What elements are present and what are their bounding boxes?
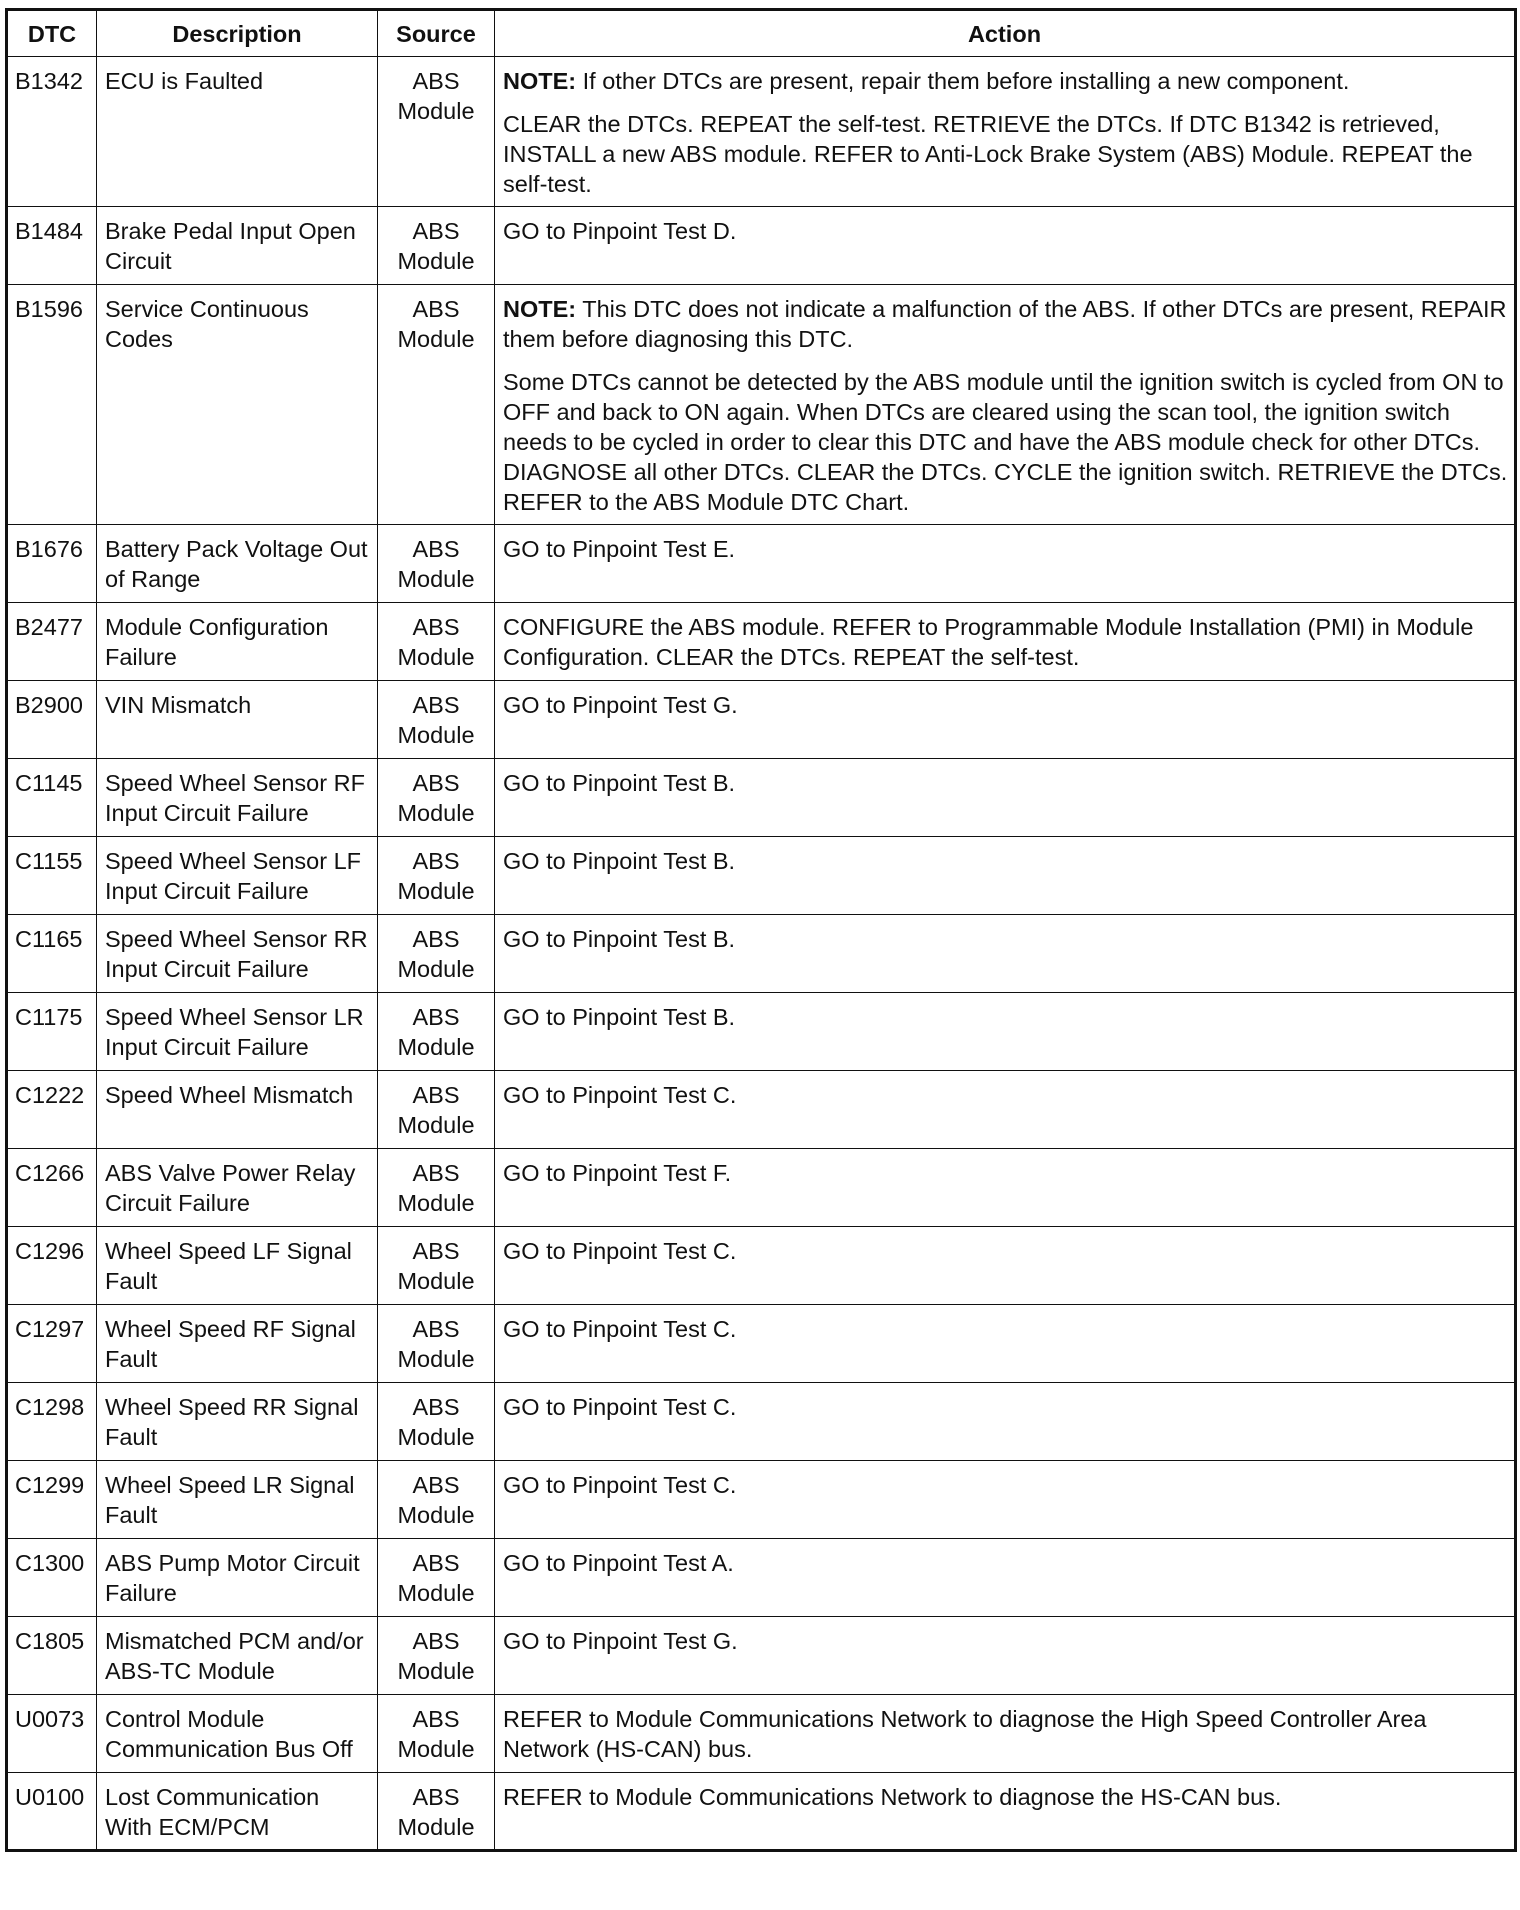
action-cell bbox=[495, 993, 1516, 1071]
column-header-description: Description bbox=[97, 10, 378, 57]
action-paragraph bbox=[503, 1548, 1508, 1578]
table-row bbox=[7, 603, 1516, 681]
dtc-code-cell: C1155 bbox=[7, 837, 97, 915]
action-cell bbox=[495, 603, 1516, 681]
action-paragraph bbox=[503, 1158, 1508, 1188]
action-cell bbox=[495, 1305, 1516, 1383]
action-text: REFER to Module Communications Network to diagnose the High Speed Controller Area Network (HS-CAN) bus. bbox=[503, 1706, 1427, 1762]
action-paragraph bbox=[503, 1314, 1508, 1344]
source-cell: ABS Module bbox=[378, 1071, 495, 1149]
source-cell: ABS Module bbox=[378, 1539, 495, 1617]
description-cell: Wheel Speed RF Signal Fault bbox=[97, 1305, 378, 1383]
action-paragraph bbox=[503, 216, 1508, 246]
action-text: CLEAR the DTCs. REPEAT the self-test. RETRIEVE the DTCs. If DTC B1342 is retrieved, INSTALL a new ABS module. REFER to Anti-Lock Brake System (ABS) Module. REPEAT the self-test. bbox=[503, 111, 1473, 197]
table-row bbox=[7, 1149, 1516, 1227]
source-cell: ABS Module bbox=[378, 837, 495, 915]
column-header-action: Action bbox=[495, 10, 1516, 57]
action-paragraph bbox=[503, 612, 1508, 672]
table-row bbox=[7, 207, 1516, 285]
action-text: REFER to Module Communications Network to diagnose the HS-CAN bus. bbox=[503, 1784, 1282, 1810]
action-cell bbox=[495, 759, 1516, 837]
note-label: NOTE: bbox=[503, 68, 577, 94]
source-cell: ABS Module bbox=[378, 1461, 495, 1539]
table-row bbox=[7, 285, 1516, 525]
action-text: If other DTCs are present, repair them before installing a new component. bbox=[576, 68, 1350, 94]
action-text: GO to Pinpoint Test F. bbox=[503, 1160, 732, 1186]
source-cell: ABS Module bbox=[378, 1773, 495, 1851]
action-text: Some DTCs cannot be detected by the ABS module until the ignition switch is cycled from ON to OFF and back to ON again. When DTCs are cleared using the scan tool, the ignition switch needs to be cycled in order to clear this DTC and have the ABS module check for other DTCs. bbox=[503, 369, 1504, 455]
action-paragraph bbox=[503, 1470, 1508, 1500]
dtc-code-cell: C1222 bbox=[7, 1071, 97, 1149]
action-cell bbox=[495, 1617, 1516, 1695]
action-cell bbox=[495, 837, 1516, 915]
source-cell: ABS Module bbox=[378, 285, 495, 525]
note-label: NOTE: bbox=[503, 296, 577, 322]
table-row bbox=[7, 1695, 1516, 1773]
column-header-dtc: DTC bbox=[7, 10, 97, 57]
action-text: GO to Pinpoint Test C. bbox=[503, 1316, 737, 1342]
table-row bbox=[7, 837, 1516, 915]
description-cell: Speed Wheel Mismatch bbox=[97, 1071, 378, 1149]
description-cell: Service Continuous Codes bbox=[97, 285, 378, 525]
action-text: GO to Pinpoint Test G. bbox=[503, 1628, 738, 1654]
table-body bbox=[7, 57, 1516, 1851]
description-cell: Control Module Communication Bus Off bbox=[97, 1695, 378, 1773]
description-cell: Speed Wheel Sensor LR Input Circuit Failure bbox=[97, 993, 378, 1071]
source-cell: ABS Module bbox=[378, 1617, 495, 1695]
action-paragraph bbox=[503, 1626, 1508, 1656]
source-cell: ABS Module bbox=[378, 915, 495, 993]
action-cell bbox=[495, 1773, 1516, 1851]
table-row bbox=[7, 1617, 1516, 1695]
description-cell: ABS Pump Motor Circuit Failure bbox=[97, 1539, 378, 1617]
action-text: GO to Pinpoint Test B. bbox=[503, 848, 736, 874]
source-cell: ABS Module bbox=[378, 207, 495, 285]
action-paragraph bbox=[503, 367, 1508, 457]
description-cell: Mismatched PCM and/or ABS-TC Module bbox=[97, 1617, 378, 1695]
action-paragraph bbox=[503, 1392, 1508, 1422]
table-row bbox=[7, 993, 1516, 1071]
dtc-chart-table bbox=[5, 8, 1517, 1852]
action-cell bbox=[495, 1461, 1516, 1539]
description-cell: Module Configuration Failure bbox=[97, 603, 378, 681]
dtc-code-cell: U0100 bbox=[7, 1773, 97, 1851]
source-cell: ABS Module bbox=[378, 57, 495, 207]
source-cell: ABS Module bbox=[378, 525, 495, 603]
action-paragraph bbox=[503, 1704, 1508, 1764]
action-paragraph bbox=[503, 1236, 1508, 1266]
table-row bbox=[7, 525, 1516, 603]
dtc-code-cell: C1175 bbox=[7, 993, 97, 1071]
action-text: CONFIGURE the ABS module. REFER to Programmable Module Installation (PMI) in Module Configuration. CLEAR the DTCs. REPEAT the self-test. bbox=[503, 614, 1474, 670]
source-cell: ABS Module bbox=[378, 1383, 495, 1461]
table-row bbox=[7, 1773, 1516, 1851]
description-cell: Lost Communication With ECM/PCM bbox=[97, 1773, 378, 1851]
action-paragraph bbox=[503, 294, 1508, 354]
column-header-source: Source bbox=[378, 10, 495, 57]
action-paragraph bbox=[503, 457, 1508, 517]
table-row bbox=[7, 1071, 1516, 1149]
action-text: DIAGNOSE all other DTCs. CLEAR the DTCs. CYCLE the ignition switch. RETRIEVE the DTCs. REFER to the ABS Module DTC Chart. bbox=[503, 459, 1508, 515]
dtc-code-cell: B2900 bbox=[7, 681, 97, 759]
action-cell bbox=[495, 285, 1516, 525]
action-cell bbox=[495, 681, 1516, 759]
dtc-code-cell: C1300 bbox=[7, 1539, 97, 1617]
action-text: GO to Pinpoint Test C. bbox=[503, 1394, 737, 1420]
description-cell: Wheel Speed LF Signal Fault bbox=[97, 1227, 378, 1305]
dtc-code-cell: B1484 bbox=[7, 207, 97, 285]
action-text: GO to Pinpoint Test B. bbox=[503, 1004, 736, 1030]
dtc-code-cell: C1297 bbox=[7, 1305, 97, 1383]
source-cell: ABS Module bbox=[378, 759, 495, 837]
action-paragraph bbox=[503, 924, 1508, 954]
dtc-code-cell: B1596 bbox=[7, 285, 97, 525]
dtc-code-cell: B1342 bbox=[7, 57, 97, 207]
action-cell bbox=[495, 1539, 1516, 1617]
table-row bbox=[7, 57, 1516, 207]
dtc-code-cell: C1165 bbox=[7, 915, 97, 993]
source-cell: ABS Module bbox=[378, 603, 495, 681]
action-cell bbox=[495, 207, 1516, 285]
table-row bbox=[7, 1539, 1516, 1617]
action-text: GO to Pinpoint Test A. bbox=[503, 1550, 734, 1576]
action-text: GO to Pinpoint Test B. bbox=[503, 770, 736, 796]
source-cell: ABS Module bbox=[378, 1305, 495, 1383]
description-cell: VIN Mismatch bbox=[97, 681, 378, 759]
dtc-code-cell: C1145 bbox=[7, 759, 97, 837]
dtc-code-cell: C1296 bbox=[7, 1227, 97, 1305]
action-paragraph bbox=[503, 1002, 1508, 1032]
source-cell: ABS Module bbox=[378, 681, 495, 759]
description-cell: ABS Valve Power Relay Circuit Failure bbox=[97, 1149, 378, 1227]
action-paragraph bbox=[503, 1782, 1508, 1812]
table-row bbox=[7, 1305, 1516, 1383]
action-cell bbox=[495, 1149, 1516, 1227]
action-paragraph bbox=[503, 846, 1508, 876]
source-cell: ABS Module bbox=[378, 1149, 495, 1227]
action-paragraph bbox=[503, 1080, 1508, 1110]
description-cell: Wheel Speed LR Signal Fault bbox=[97, 1461, 378, 1539]
action-paragraph bbox=[503, 66, 1508, 96]
action-cell bbox=[495, 1227, 1516, 1305]
dtc-code-cell: B1676 bbox=[7, 525, 97, 603]
description-cell: Battery Pack Voltage Out of Range bbox=[97, 525, 378, 603]
source-cell: ABS Module bbox=[378, 1227, 495, 1305]
action-paragraph bbox=[503, 109, 1508, 199]
dtc-code-cell: C1805 bbox=[7, 1617, 97, 1695]
table-header-row bbox=[7, 10, 1516, 57]
source-cell: ABS Module bbox=[378, 993, 495, 1071]
description-cell: Wheel Speed RR Signal Fault bbox=[97, 1383, 378, 1461]
dtc-code-cell: B2477 bbox=[7, 603, 97, 681]
action-text: GO to Pinpoint Test C. bbox=[503, 1082, 737, 1108]
action-cell bbox=[495, 1695, 1516, 1773]
source-cell: ABS Module bbox=[378, 1695, 495, 1773]
description-cell: Speed Wheel Sensor RF Input Circuit Failure bbox=[97, 759, 378, 837]
action-cell bbox=[495, 57, 1516, 207]
table-row bbox=[7, 1461, 1516, 1539]
dtc-code-cell: U0073 bbox=[7, 1695, 97, 1773]
action-paragraph bbox=[503, 690, 1508, 720]
action-cell bbox=[495, 1383, 1516, 1461]
table-row bbox=[7, 1227, 1516, 1305]
action-paragraph bbox=[503, 534, 1508, 564]
action-text: GO to Pinpoint Test D. bbox=[503, 218, 737, 244]
action-cell bbox=[495, 525, 1516, 603]
table-row bbox=[7, 759, 1516, 837]
dtc-code-cell: C1298 bbox=[7, 1383, 97, 1461]
table-row bbox=[7, 681, 1516, 759]
action-cell bbox=[495, 915, 1516, 993]
action-cell bbox=[495, 1071, 1516, 1149]
dtc-code-cell: C1299 bbox=[7, 1461, 97, 1539]
description-cell: Brake Pedal Input Open Circuit bbox=[97, 207, 378, 285]
description-cell: ECU is Faulted bbox=[97, 57, 378, 207]
action-text: GO to Pinpoint Test E. bbox=[503, 536, 736, 562]
dtc-code-cell: C1266 bbox=[7, 1149, 97, 1227]
action-text: GO to Pinpoint Test C. bbox=[503, 1238, 737, 1264]
table-row bbox=[7, 1383, 1516, 1461]
action-text: This DTC does not indicate a malfunction of the ABS. If other DTCs are present, REPAIR them before diagnosing this DTC. bbox=[503, 296, 1507, 352]
action-text: GO to Pinpoint Test G. bbox=[503, 692, 738, 718]
action-paragraph bbox=[503, 768, 1508, 798]
description-cell: Speed Wheel Sensor RR Input Circuit Failure bbox=[97, 915, 378, 993]
action-text: GO to Pinpoint Test C. bbox=[503, 1472, 737, 1498]
description-cell: Speed Wheel Sensor LF Input Circuit Failure bbox=[97, 837, 378, 915]
table-row bbox=[7, 915, 1516, 993]
action-text: GO to Pinpoint Test B. bbox=[503, 926, 736, 952]
